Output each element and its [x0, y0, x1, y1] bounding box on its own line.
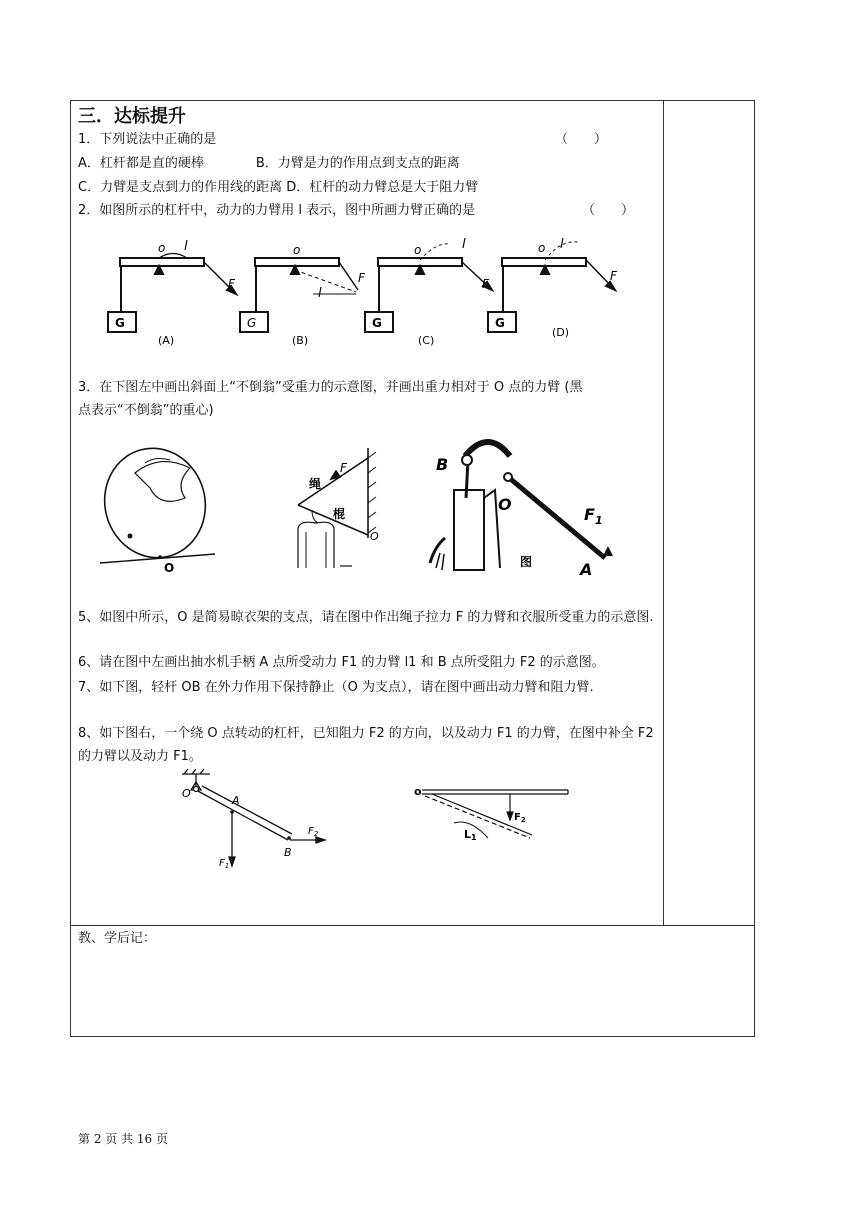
q3-label-b: B [436, 455, 449, 474]
q8-label-o: o [414, 785, 422, 798]
q6-text: 6、请在图中左画出抽水机手柄 A 点所受动力 F1 的力臂 l1 和 B 点所受阻力 F2 的示意图。 [78, 655, 605, 670]
notes-label: 教、学后记： [78, 931, 157, 946]
q3-label-a: A [580, 560, 593, 578]
row-divider [71, 925, 755, 926]
q3-label-o2: O [370, 530, 379, 543]
q3-figures [100, 428, 660, 578]
q2-label-o-d: o [538, 241, 546, 255]
q2-label-g-c: G [372, 316, 382, 330]
q2-caption-b: (B) [292, 334, 309, 347]
q2-label-l-b: l [318, 286, 322, 301]
q3-label-f1: $F_1$ [584, 505, 603, 527]
q3-line2: 点表示“不倒翁”的重心) [78, 403, 214, 418]
q7-q8-figures [170, 768, 580, 872]
q3-label-stick: 棍 [333, 507, 346, 521]
q7-label-f1: $F_1$ [219, 858, 230, 870]
q7-label-a: A [232, 794, 240, 807]
q7-text: 7、如下图，轻杆 OB 在外力作用下保持静止（O 为支点），请在图中画出动力臂和阻力臂. [78, 680, 594, 695]
q2-label-f-d: F [610, 269, 617, 283]
q8-text: 8、如下图右，一个绕 O 点转动的杠杆，已知阻力 F2 的方向，以及动力 F1 的力臂，在图中补全 F2 的力臂以及动力 F1。 [78, 726, 654, 764]
q5-text: 5、如图中所示，O 是简易晾衣架的支点，请在图中作出绳子拉力 F 的力臂和衣服所受重力的示意图. [78, 610, 654, 625]
q3-label-rope: 绳 [309, 477, 322, 491]
page-footer: 第 2 页 共 16 页 [78, 1132, 168, 1146]
q3-label-o: O [164, 561, 175, 575]
q2-label-f-b: F [358, 271, 365, 285]
q2-label-o-b: o [293, 243, 301, 257]
q8-label-f2: $F_2$ [514, 812, 526, 824]
q3-label-f: F [340, 461, 347, 475]
q2-stem: 2．如图所示的杠杆中，动力的力臂用 l 表示，图中所画力臂正确的是 [78, 203, 476, 218]
q2-caption-a: (A) [158, 334, 175, 347]
q3-gravity-center-dot [128, 534, 133, 539]
q2-label-l-a: l [184, 239, 188, 254]
section-title: 三．达标提升 [78, 106, 186, 127]
column-divider [663, 101, 664, 925]
q2-label-f-a: F [228, 277, 235, 291]
q7-label-o: O [182, 787, 191, 800]
q2-label-f-c: F [482, 277, 489, 291]
q1-stem: 1．下列说法中正确的是 [78, 132, 217, 147]
q3-label-fig: 图 [520, 555, 533, 569]
q7-label-b: B [284, 846, 292, 859]
q3-label-o3: O [498, 495, 512, 514]
q7-label-f2: $F_2$ [308, 826, 319, 838]
q1-answer-bracket: （ ） [555, 132, 608, 147]
q2-answer-bracket: （ ） [582, 203, 635, 218]
q2-caption-d: (D) [552, 326, 570, 339]
q3-line1: 3．在下图左中画出斜面上“不倒翁”受重力的示意图，并画出重力相对于 O 点的力臂 (黑 [78, 380, 583, 395]
q2-label-l-c: l [462, 237, 466, 252]
q2-label-g-b: G [247, 316, 257, 330]
q1-options-ab: A．杠杆都是直的硬棒 B．力臂是力的作用点到支点的距离 [78, 156, 460, 171]
q2-label-o-c: o [414, 243, 422, 257]
q2-label-l-d: l [560, 237, 564, 252]
q2-lever-figures [100, 232, 640, 348]
q8-label-l1: L1 [464, 828, 477, 842]
q2-label-g-d: G [495, 316, 505, 330]
q2-label-g-a: G [115, 316, 125, 330]
q1-options-cd: C．力臂是支点到力的作用线的距离 D．杠杆的动力臂总是大于阻力臂 [78, 180, 479, 195]
q2-caption-c: (C) [418, 334, 435, 347]
q2-label-o-a: o [158, 241, 166, 255]
